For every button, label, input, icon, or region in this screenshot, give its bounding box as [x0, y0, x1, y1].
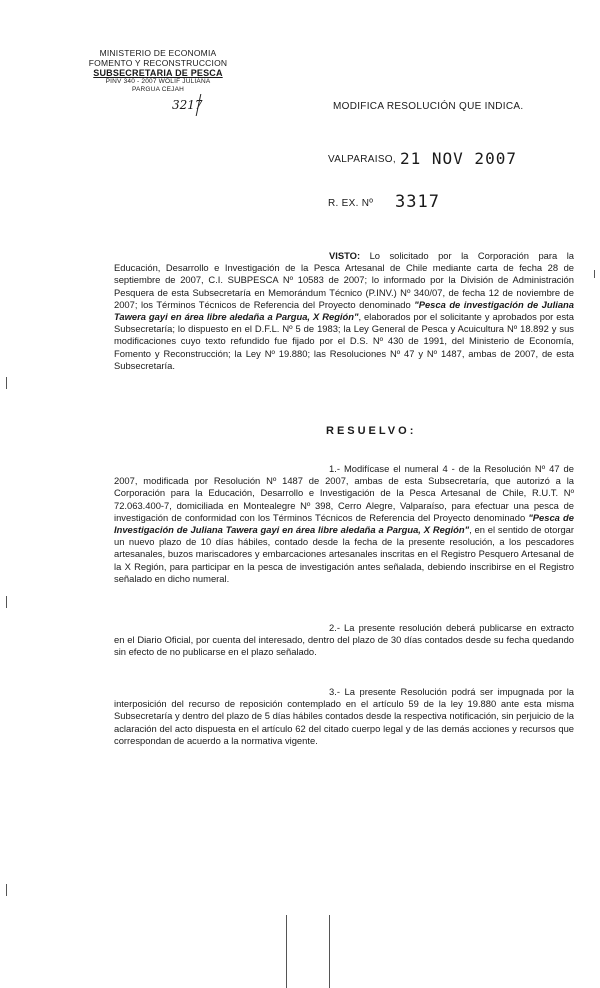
- resuelvo-heading: RESUELVO:: [326, 425, 417, 437]
- date-stamp: 21 NOV 2007: [400, 149, 517, 168]
- visto-paragraph: [114, 250, 574, 372]
- visto-label: VISTO:: [329, 250, 361, 261]
- resolution-prefix: R. EX. Nº: [328, 198, 374, 209]
- visto-text-1: Lo solicitado por la Corporación para la Educación, Desarrollo e Investigación de la Pesca Artesanal de Chile mediante carta de fecha 28 de septiembre de 2007, C.I. SUBPESCA Nº 10583 de 2007; lo informado por la División de Administración Pesquera de esta Subsecretaría en Memorándum Técnico (P.INV.) Nº 340/07, de fecha 12 de noviembre de 2007; los Términos Técnicos de Referencia del Proyecto denominado: [114, 250, 574, 310]
- ministry-subtitle: FOMENTO Y RECONSTRUCCION: [88, 58, 228, 68]
- ministry-header: [78, 48, 238, 94]
- reference-place: PARGUA CEJAH: [131, 86, 185, 93]
- scan-artifact-left-2: [6, 596, 7, 608]
- resolution-item-3: [114, 686, 574, 747]
- item-1-text-2: , en el sentido de otorgar un nuevo plazo de 10 días hábiles, contado desde la fecha de la presente resolución, a los pescadores artesanales, buzos mariscadores y embarcaciones artesanales inscritas en el Registro Pesquero Artesanal de la X Región, para participar en la pesca de investigación antes señalada, debiendo inscribirse en el Registro señalado en dicho numeral.: [114, 524, 574, 584]
- visto-text-2: , elaborados por el solicitante y aprobados por esta Subsecretaría; lo dispuesto en el D.F.L. Nº 5 de 1983; la Ley General de Pesca y Acuicultura Nº 18.892 y sus modificaciones cuyo texto refundido fue fijado por el D.S. Nº 430 de 1991, del Ministerio de Economía, Fomento y Reconstrucción; la Ley Nº 19.880; las Resoluciones Nº 47 y Nº 1487, ambas de 2007, de esta Subsecretaría.: [114, 311, 574, 371]
- item-1-project-name: "Pesca de Investigación de Juliana Tawera gayi en área libre aledaña a Pargua, X Región": [114, 511, 574, 536]
- document-title: MODIFICA RESOLUCIÓN QUE INDICA.: [333, 101, 524, 112]
- resolution-item-2: [114, 622, 574, 659]
- reference-code: PINV 340 - 2007 WOLIF JULIANA: [105, 78, 211, 85]
- handwritten-note: 3217: [172, 98, 203, 112]
- resolution-number: 3317: [395, 192, 440, 212]
- ministry-name: MINISTERIO DE ECONOMIA: [99, 48, 217, 58]
- item-3-text: 3.- La presente Resolución podrá ser impugnada por la interposición del recurso de reposición contemplado en el artículo 59 de la ley 19.880 ante esta misma Subsecretaría y dentro del plazo de 5 días hábiles contados desde la respectiva notificación, sin perjuicio de la aclaración del acto dispuesta en el artículo 62 del citado cuerpo legal y de las demás acciones y recursos que correspondan de acuerdo a la normativa vigente.: [114, 686, 574, 746]
- fold-line-bottom-1: [286, 915, 287, 988]
- subsecretaria-name: SUBSECRETARIA DE PESCA: [93, 68, 223, 78]
- scan-artifact-left-3: [6, 884, 7, 896]
- resolution-item-1: [114, 463, 574, 585]
- item-2-text: 2.- La presente resolución deberá publicarse en extracto en el Diario Oficial, por cuenta del interesado, dentro del plazo de 30 días contados desde su fecha quedando sin efecto de no publicarse en el plazo señalado.: [114, 622, 574, 658]
- scan-artifact-left-1: [6, 377, 7, 389]
- scan-artifact-right: [594, 270, 595, 278]
- visto-project-name: "Pesca de investigación de Juliana Tawera gayi en área libre aledaña a Pargua, X Región": [114, 298, 574, 323]
- place: VALPARAISO,: [328, 154, 396, 165]
- item-1-text-1: 1.- Modifícase el numeral 4 - de la Resolución Nº 47 de 2007, modificada por Resolución Nº 1487 de 2007, ambas de esta Subsecretaría, que autorizó a la Corporación para la Educación, Desarrollo e Investigación de la Pesca Artesanal de Chile, R.U.T. Nº 72.063.400-7, domiciliada en Montealegre Nº 398, Cerro Alegre, Valparaíso, para efectuar una pesca de investigación de conformidad con los Términos Técnicos de Referencia del Proyecto denominado: [114, 463, 574, 523]
- fold-line-bottom-2: [329, 915, 330, 988]
